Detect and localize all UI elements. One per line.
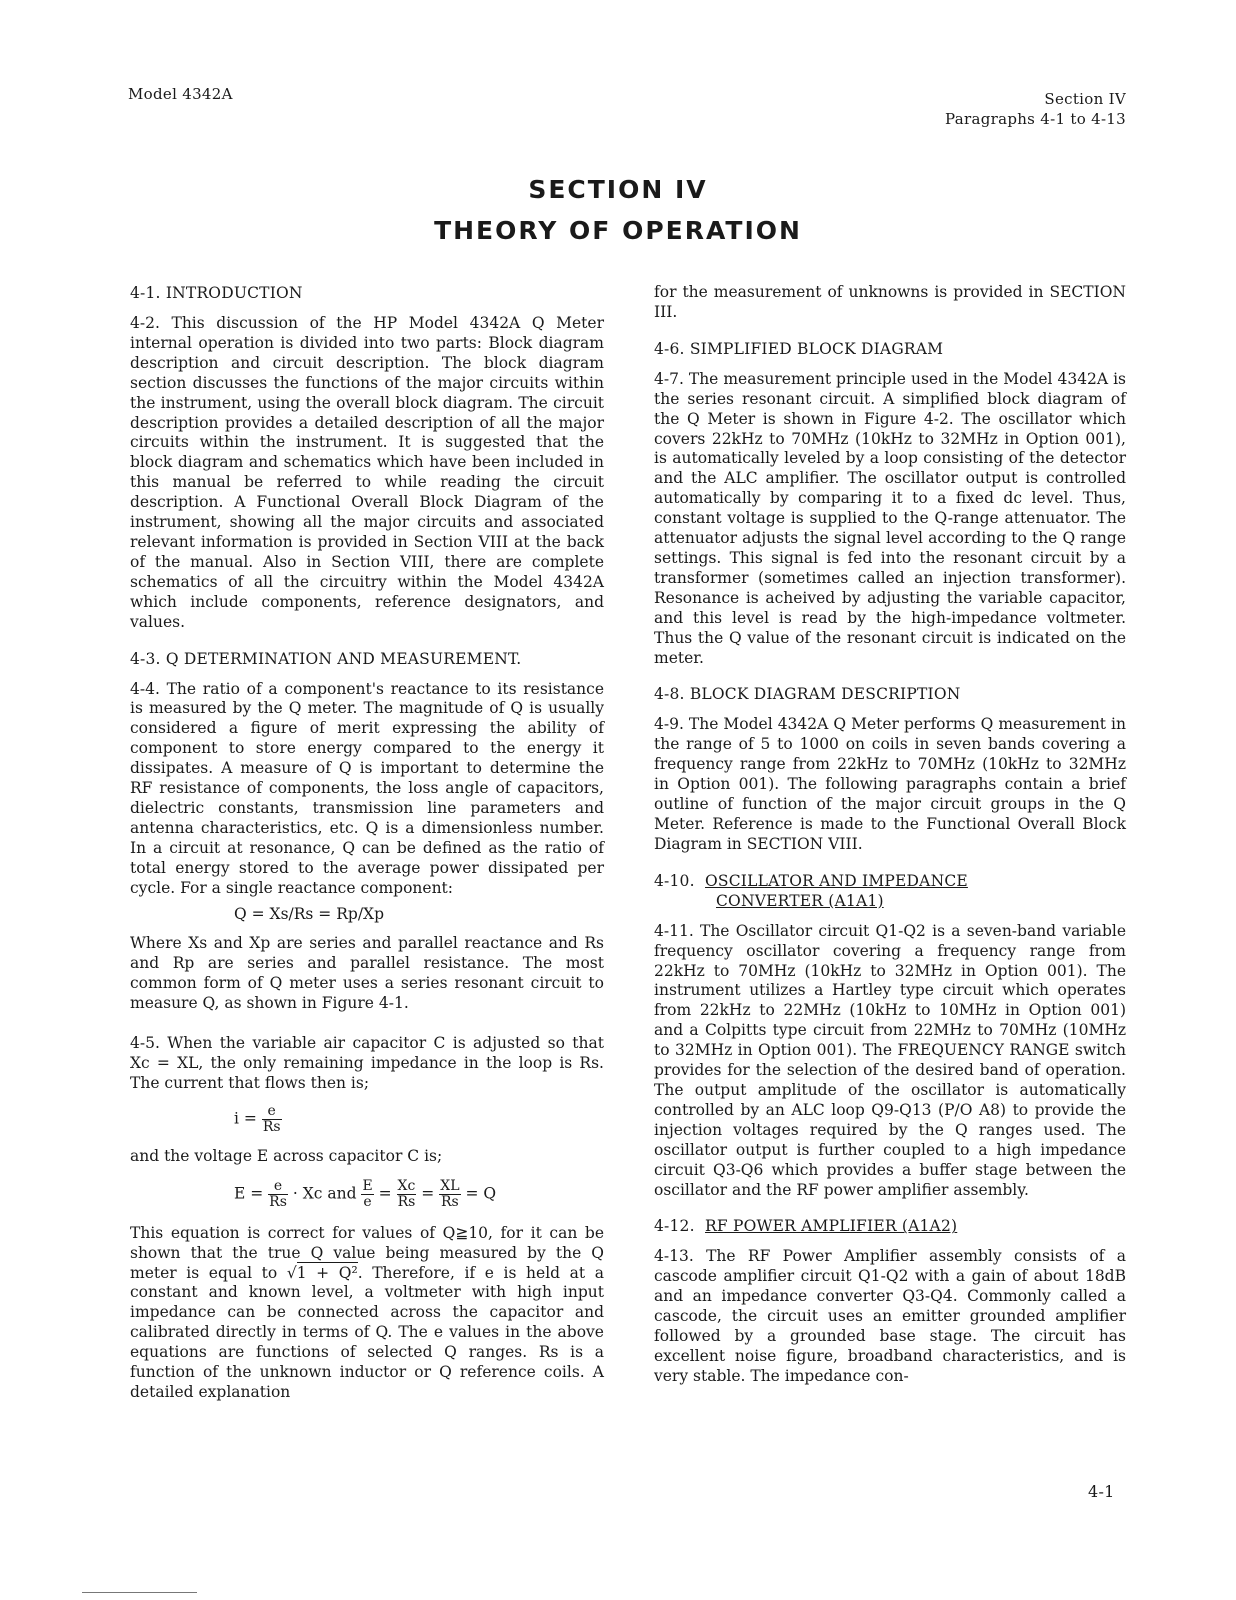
heading-4-8: 4-8. BLOCK DIAGRAM DESCRIPTION [654,685,961,704]
eq-voltage-rhs: = Q [465,1184,497,1203]
header-section: Section IV [1044,90,1126,108]
sqrt-expression: 1 + Q² [296,1263,358,1282]
header-paragraphs: Paragraphs 4-1 to 4-13 [945,110,1126,128]
eq-equals-1: = [378,1184,392,1203]
footer-rule [82,1592,197,1593]
eq-voltage-frac2 [361,1179,373,1210]
paragraph-4-5-voltage: and the voltage E across capacitor C is; [130,1146,443,1165]
eq-frac3-numerator: Xc [397,1177,416,1194]
eq-voltage-mid: · Xc and [292,1184,357,1203]
heading-4-12 [654,1216,1126,1236]
page-number: 4-1 [1088,1482,1115,1501]
eq-voltage-frac1 [268,1179,288,1210]
equation-current [130,1104,604,1135]
heading-4-10-number: 4-10. [654,871,695,890]
right-column [654,283,1126,1403]
header-model: Model 4342A [128,85,233,103]
heading-4-10-title: OSCILLATOR AND IMPEDANCE [705,871,968,890]
heading-4-12-number: 4-12. [654,1217,695,1236]
eq-voltage-lhs: E = [234,1184,264,1203]
heading-4-1: 4-1. INTRODUCTION [130,284,303,302]
paragraph-4-2: 4-2. This discussion of the HP Model 4342A Q Meter internal operation is divided into two parts: Block diagram description and circuit description. The block diagram section discusses the functions of the major circuits within the instrument, using the overall block diagram. The circuit description provides a detailed description of all the major circuits within the instrument. It is suggested that the block diagram and schematics which have been included in this manual be referred to while reading the circuit description. A Functional Overall Block Diagram of the instrument, showing all the major circuits and associated relevant information is provided in Section VIII at the back of the manual. Also in Section VIII, there are complete schematics of all the circuitry within the Model 4342A which include components, reference designators, and values. [130,314,604,631]
eq-frac4-denominator: Rs [441,1193,459,1210]
paragraph-4-5-conclusion-a: This equation is correct for values of Q≧10, for it can be shown that the true Q value being measured by the Q meter is equal to [130,1223,604,1282]
header-section-block [945,89,1126,129]
heading-4-3: 4-3. Q DETERMINATION AND MEASUREMENT. [130,649,522,668]
paragraph-4-11: 4-11. The Oscillator circuit Q1-Q2 is a seven-band variable frequency oscillator covering a frequency range from 22kHz to 70MHz (10kHz to 32MHz in Option 001). The instrument utilizes a Hartley type circuit which operates from 22kHz to 22MHz (10kHz to 10MHz in Option 001) and a Colpitts type circuit from 22MHz to 70MHz (10MHz to 32MHz in Option 001). The FREQUENCY RANGE switch provides for the selection of the desired band of operation. The output amplitude of the oscillator is automatically controlled by an ALC loop Q9-Q13 (P/O A8) to provide the injection voltages required by the Q ranges used. The oscillator output is further coupled to a high impedance circuit Q3-Q6 which provides a buffer stage between the oscillator and the RF power amplifier assembly. [654,921,1126,1199]
left-column [130,283,604,1419]
paragraph-4-9: 4-9. The Model 4342A Q Meter performs Q measurement in the range of 5 to 1000 on coils in seven bands covering a frequency range from 22kHz to 70MHz (10kHz to 32MHz in Option 001). The following paragraphs contain a brief outline of function of the major circuit groups in the Q Meter. Reference is made to the Functional Overall Block Diagram in SECTION VIII. [654,715,1126,853]
heading-4-10-title-cont: CONVERTER (A1A1) [716,891,884,910]
heading-4-6: 4-6. SIMPLIFIED BLOCK DIAGRAM [654,339,944,358]
paragraph-4-5: 4-5. When the variable air capacitor C is adjusted so that Xc = XL, the only remaining impedance in the loop is Rs. The current that flows then is; [130,1034,604,1092]
eq-current-denominator: Rs [262,1118,281,1135]
section-subtitle: THEORY OF OPERATION [434,216,802,245]
eq-frac2-denominator: e [363,1193,372,1210]
paragraph-4-7: 4-7. The measurement principle used in the Model 4342A is the series resonant circuit. A simplified block diagram of the Q Meter is shown in Figure 4-2. The oscillator which covers 22kHz to 70MHz (10kHz to 32MHz in Option 001), is automatically leveled by a loop consisting of the detector and the ALC amplifier. The oscillator output is controlled automatically by comparing it to a fixed dc level. Thus, constant voltage is supplied to the Q-range attenuator. The attenuator adjusts the signal level according to the Q range settings. This signal is fed into the resonant circuit by a transformer (sometimes called an injection transformer). Resonance is acheived by adjusting the variable capacitor, and this level is read by the high-impedance voltmeter. Thus the Q value of the resonant circuit is indicated on the meter. [654,369,1126,667]
equation-voltage [130,1179,604,1210]
paragraph-4-4: 4-4. The ratio of a component's reactance to its resistance is measured by the Q meter. The magnitude of Q is usually considered a figure of merit expressing the ability of component to store energy compared to the energy it dissipates. A measure of Q is important to determine the RF resistance of components, the loss angle of capacitors, dielectric constants, transmission line parameters and antenna characteristics, etc. Q is a dimensionless number. In a circuit at resonance, Q can be defined as the ratio of total energy stored to the average power dissipated per cycle. For a single reactance component: [130,679,604,897]
section-title: SECTION IV [528,175,708,204]
eq-frac2-numerator: E [362,1177,373,1194]
eq-frac1-denominator: Rs [269,1193,287,1210]
paragraph-4-13: 4-13. The RF Power Amplifier assembly consists of a cascode amplifier circuit Q1-Q2 with a gain of about 18dB and an impedance converter Q3-Q4. Commonly called a cascode, the circuit uses an emitter grounded amplifier followed by a grounded base stage. The circuit has excellent noise figure, broadband characteristics, and is very stable. The impedance con- [654,1247,1126,1385]
eq-current-fraction [262,1104,282,1135]
eq-frac4-numerator: XL [440,1177,460,1194]
heading-4-10 [654,871,1126,911]
eq-voltage-frac4 [439,1179,460,1210]
paragraph-4-5-end: for the measurement of unknowns is provided in SECTION III. [654,283,1126,321]
paragraph-4-4-cont: Where Xs and Xp are series and parallel reactance and Rs and Rp are series and parallel resistance. The most common form of Q meter uses a series resonant circuit to measure Q, as shown in Figure 4-1. [130,934,604,1013]
paragraph-4-5-conclusion: This equation is correct for values of Q≧10, for it can be shown that the true Q value being measured by the Q meter is equal to √1 + Q². Therefore, if e is held at a constant and known level, a voltmeter with high input impedance can be connected across the capacitor and calibrated directly in terms of Q. The e values in the above equations are functions of selected Q ranges. Rs is a function of the unknown inductor or Q reference coils. A detailed explanation [130,1223,604,1401]
eq-current-lhs: i = [234,1109,257,1128]
eq-frac3-denominator: Rs [397,1193,416,1210]
eq-current-numerator: e [262,1104,282,1120]
eq-frac1-numerator: e [268,1179,288,1195]
equation-q-definition: Q = Xs/Rs = Rp/Xp [234,905,384,924]
eq-equals-2: = [421,1184,435,1203]
heading-4-12-title: RF POWER AMPLIFIER (A1A2) [705,1217,958,1236]
eq-voltage-frac3 [397,1179,417,1210]
paragraph-4-5-conclusion-b: . Therefore, if e is held at a constant and known level, a voltmeter with high input impedance can be connected across the capacitor and calibrated directly in terms of Q. The e values in the above equations are functions of selected Q ranges. Rs is a function of the unknown inductor or Q reference coils. A detailed explanation [130,1263,604,1401]
